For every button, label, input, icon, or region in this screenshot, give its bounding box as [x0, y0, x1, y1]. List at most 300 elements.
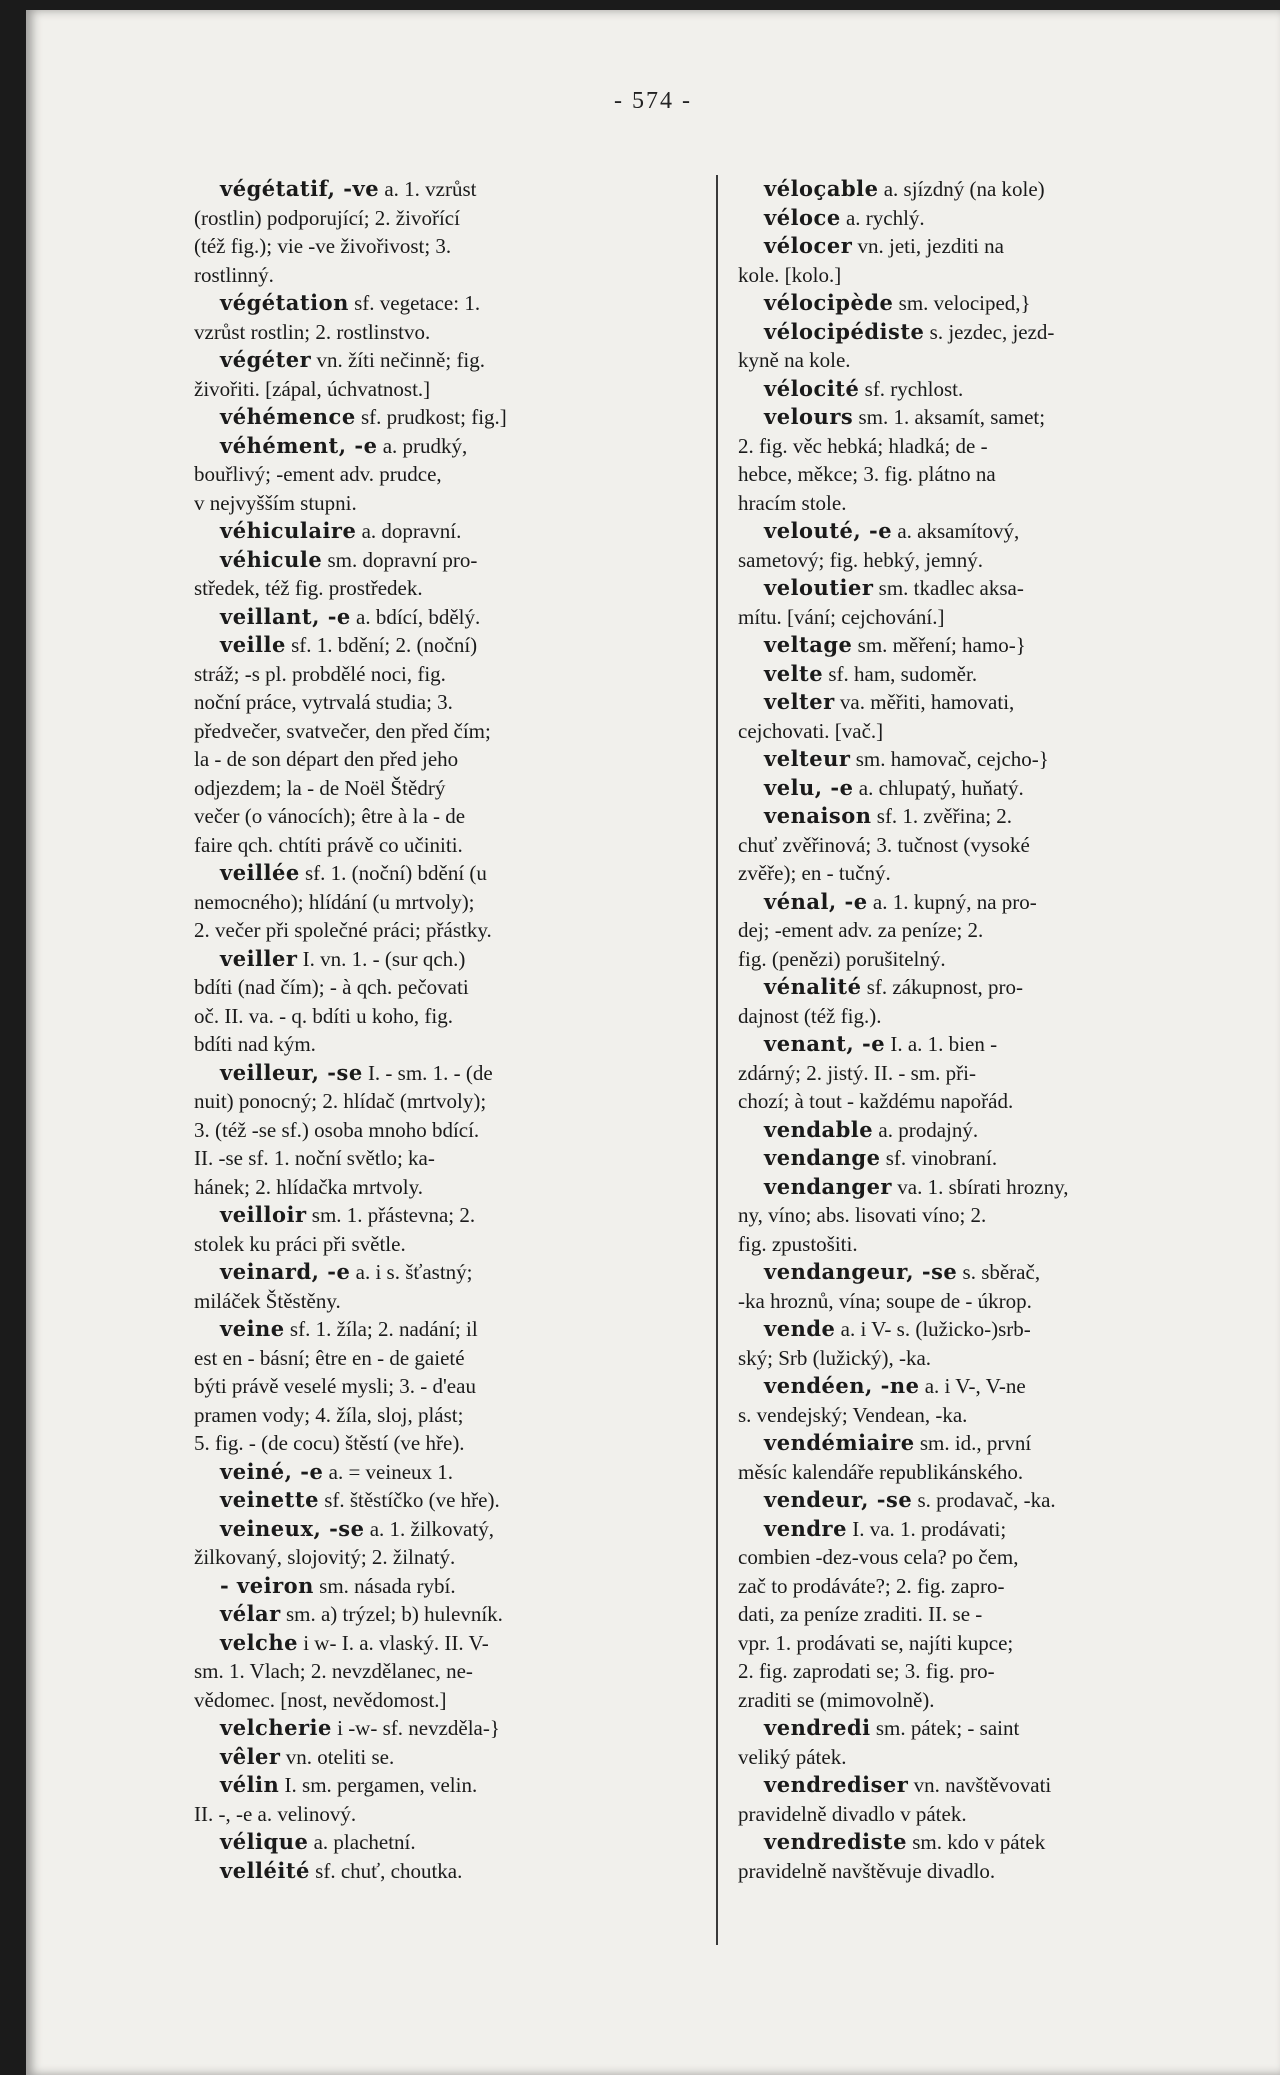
continuation-line	[194, 1087, 694, 1116]
headword: végéter	[220, 347, 312, 372]
entry-line	[738, 888, 1220, 917]
headword: vendre	[764, 1515, 847, 1541]
definition-text: cejchovati. [vač.]	[738, 718, 884, 743]
headword: véhément, -e	[220, 432, 378, 458]
continuation-line	[738, 1287, 1220, 1316]
headword: véhiculaire	[220, 518, 357, 543]
definition-text: a. = veineux 1.	[323, 1459, 454, 1484]
continuation-line	[738, 1344, 1220, 1373]
definition-text: sf. ham, sudoměr.	[823, 661, 978, 686]
definition-text: nuit) ponocný; 2. hlídač (mrtvoly);	[194, 1089, 487, 1113]
continuation-line	[738, 1572, 1220, 1601]
continuation-line	[194, 831, 694, 860]
definition-text: dej; -ement adv. za peníze; 2.	[738, 918, 984, 942]
headword: vende	[764, 1316, 836, 1341]
definition-text: sm. měření; hamo-}	[852, 633, 1026, 657]
headword: veine	[220, 1316, 285, 1341]
headword: veinette	[220, 1487, 319, 1512]
definition-text: va. měřiti, hamovati,	[834, 690, 1015, 714]
continuation-line	[738, 1002, 1220, 1031]
headword: vélocipédiste	[764, 318, 925, 344]
definition-text: -ka hroznů, vína; soupe de - úkrop.	[738, 1288, 1032, 1313]
headword: vélar	[220, 1601, 281, 1626]
continuation-line	[738, 1401, 1220, 1430]
definition-text: stolek ku práci při světle.	[194, 1231, 406, 1256]
continuation-line	[738, 1629, 1220, 1658]
definition-text: 2. fig. zaprodati se; 3. fig. pro-	[738, 1659, 995, 1683]
definition-text: sf. 1. žíla; 2. nadání; il	[284, 1317, 478, 1341]
entry-line	[738, 318, 1220, 347]
definition-text: sf. vinobraní.	[880, 1146, 998, 1170]
continuation-line	[194, 204, 694, 233]
entry-line	[738, 1372, 1220, 1401]
definition-text: noční práce, vytrvalá studia; 3.	[194, 690, 453, 714]
headword: velter	[764, 689, 835, 714]
continuation-line	[194, 1401, 694, 1430]
definition-text: s. prodavač, -ka.	[912, 1488, 1056, 1512]
definition-text: a. chlupatý, huňatý.	[853, 775, 1024, 800]
definition-text: a. aksamítový,	[892, 519, 1020, 543]
headword: veltage	[764, 632, 853, 657]
definition-text: sf. 1. bdění; 2. (noční)	[285, 633, 478, 657]
left-column	[194, 175, 694, 1885]
entry-line	[194, 1828, 694, 1857]
definition-text: a. prodajný.	[873, 1117, 979, 1142]
continuation-line	[194, 973, 694, 1002]
headword: velu, -e	[764, 774, 854, 800]
continuation-line	[194, 1344, 694, 1373]
continuation-line	[738, 1543, 1220, 1572]
definition-text: la - de son départ den před jeho	[194, 747, 459, 771]
headword: velours	[764, 404, 854, 429]
definition-text: oč. II. va. - q. bdíti u koho, fig.	[194, 1003, 453, 1028]
headword: vendable	[764, 1116, 874, 1142]
entry-line	[194, 1258, 694, 1287]
definition-text: I. vn. 1. - (sur qch.)	[297, 946, 466, 971]
column-divider	[716, 175, 718, 1945]
definition-text: sametový; fig. hebký, jemný.	[738, 547, 983, 572]
definition-text: kole. [kolo.]	[738, 262, 842, 287]
continuation-line	[194, 574, 694, 603]
continuation-line	[194, 774, 694, 803]
entry-line	[738, 175, 1220, 204]
definition-text: 2. večer při společné práci; přástky.	[194, 918, 492, 942]
definition-text: s. vendejský; Vendean, -ka.	[738, 1402, 968, 1427]
definition-text: sm. 1. přástevna; 2.	[306, 1203, 476, 1227]
headword: véhicule	[220, 546, 323, 572]
definition-text: s. jezdec, jezd-	[924, 319, 1055, 344]
entry-line	[194, 517, 694, 546]
continuation-line	[738, 1857, 1220, 1886]
continuation-line	[738, 831, 1220, 860]
continuation-line	[738, 1230, 1220, 1259]
definition-text: s. sběrač,	[957, 1260, 1041, 1284]
continuation-line	[194, 460, 694, 489]
definition-text: 3. (též -se sf.) osoba mnoho bdící.	[194, 1117, 480, 1142]
continuation-line	[738, 859, 1220, 888]
continuation-line	[194, 1657, 694, 1686]
headword: véloce	[764, 204, 841, 230]
continuation-line	[738, 1686, 1220, 1715]
headword: velléité	[220, 1857, 310, 1883]
definition-text: nemocného); hlídání (u mrtvoly);	[194, 889, 475, 914]
headword: veilleur, -se	[220, 1059, 363, 1085]
definition-text: sm. dopravní pro-	[322, 547, 478, 572]
headword: végétatif, -ve	[220, 176, 380, 201]
definition-text: mítu. [vání; cejchování.]	[738, 604, 945, 629]
entry-line	[738, 1771, 1220, 1800]
headword: vendéen, -ne	[764, 1373, 920, 1398]
continuation-line	[194, 1686, 694, 1715]
continuation-line	[194, 489, 694, 518]
entry-line	[194, 346, 694, 375]
definition-text: bdíti (nad čím); - à qch. pečovati	[194, 975, 469, 999]
headword: veille	[220, 632, 286, 657]
entry-line	[738, 1144, 1220, 1173]
entry-line	[194, 1059, 694, 1088]
definition-text: vzrůst rostlin; 2. rostlinstvo.	[194, 319, 431, 344]
definition-text: a. bdící, bdělý.	[350, 604, 481, 629]
entry-line	[738, 403, 1220, 432]
definition-text: II. -, -e a. velinový.	[194, 1801, 357, 1826]
entry-line	[194, 1315, 694, 1344]
headword: veinard, -e	[220, 1259, 351, 1284]
continuation-line	[194, 1030, 694, 1059]
entry-line	[194, 1714, 694, 1743]
definition-text: sm. a) trýzel; b) hulevník.	[280, 1602, 503, 1626]
definition-text: sf. chuť, choutka.	[309, 1858, 463, 1883]
entry-line	[738, 1486, 1220, 1515]
entry-line	[738, 1429, 1220, 1458]
continuation-line	[194, 688, 694, 717]
definition-text: 5. fig. - (de cocu) štěstí (ve hře).	[194, 1431, 465, 1455]
definition-text: sf. 1. (noční) bdění (u	[299, 861, 487, 885]
entry-line	[194, 289, 694, 318]
definition-text: II. -se sf. 1. noční světlo; ka-	[194, 1146, 435, 1170]
continuation-line	[738, 1201, 1220, 1230]
entry-line	[738, 289, 1220, 318]
definition-text: chozí; à tout - každému napořád.	[738, 1089, 1014, 1113]
continuation-line	[194, 1429, 694, 1458]
headword: vendanger	[764, 1173, 892, 1199]
continuation-line	[738, 489, 1220, 518]
definition-text: vědomec. [nost, nevědomost.]	[194, 1687, 447, 1712]
definition-text: rostlinný.	[194, 262, 274, 287]
headword: vélique	[220, 1829, 309, 1854]
definition-text: bdíti nad kým.	[194, 1032, 316, 1056]
definition-text: vn. navštěvovati	[908, 1773, 1052, 1797]
definition-text: a. sjízdný (na kole)	[878, 177, 1045, 201]
continuation-line	[738, 603, 1220, 632]
definition-text: pramen vody; 4. žíla, sloj, plást;	[194, 1402, 464, 1427]
definition-text: hánek; 2. hlídačka mrtvoly.	[194, 1174, 423, 1199]
continuation-line	[194, 1230, 694, 1259]
entry-line	[194, 1515, 694, 1544]
continuation-line	[738, 916, 1220, 945]
definition-text: pravidelně navštěvuje divadlo.	[738, 1858, 996, 1883]
headword: veilloir	[220, 1202, 307, 1227]
headword: venaison	[764, 803, 872, 828]
entry-line	[194, 175, 694, 204]
entry-line	[194, 603, 694, 632]
definition-text: va. 1. sbírati hrozny,	[892, 1174, 1069, 1199]
definition-text: dajnost (též fig.).	[738, 1003, 882, 1028]
headword: velouté, -e	[764, 518, 893, 543]
entry-line	[738, 774, 1220, 803]
continuation-line	[194, 1144, 694, 1173]
definition-text: zvěře); en - tučný.	[738, 861, 891, 885]
definition-text: a. plachetní.	[308, 1830, 416, 1854]
continuation-line	[738, 1600, 1220, 1629]
definition-text: fig. (penězi) porušitelný.	[738, 946, 946, 971]
entry-line	[738, 631, 1220, 660]
definition-text: měsíc kalendáře republikánského.	[738, 1459, 1024, 1484]
entry-line	[194, 403, 694, 432]
definition-text: a. prudký,	[377, 433, 468, 458]
continuation-line	[194, 1173, 694, 1202]
headword: velche	[220, 1629, 298, 1655]
continuation-line	[194, 1287, 694, 1316]
entry-line	[738, 1714, 1220, 1743]
definition-text: kyně na kole.	[738, 348, 851, 372]
definition-text: sf. rychlost.	[859, 376, 964, 401]
entry-line	[194, 1771, 694, 1800]
definition-text: ský; Srb (lužický), -ka.	[738, 1345, 932, 1370]
headword: velte	[764, 660, 824, 686]
continuation-line	[194, 717, 694, 746]
entry-line	[738, 574, 1220, 603]
entry-line	[738, 802, 1220, 831]
definition-text: odjezdem; la - de Noël Štědrý	[194, 775, 446, 800]
definition-text: est en - básní; être en - de gaieté	[194, 1345, 465, 1370]
entry-line	[194, 1201, 694, 1230]
definition-text: combien -dez-vous cela? po čem,	[738, 1545, 1019, 1569]
definition-text: předvečer, svatvečer, den před čím;	[194, 718, 491, 743]
definition-text: sm. kdo v pátek	[906, 1830, 1046, 1854]
continuation-line	[194, 802, 694, 831]
headword: vendangeur, -se	[764, 1259, 958, 1284]
headword: végétation	[220, 290, 349, 315]
definition-text: sm. velociped,}	[893, 291, 1031, 315]
definition-text: (rostlin) podporující; 2. živořící	[194, 205, 460, 230]
continuation-line	[738, 261, 1220, 290]
entry-line	[194, 1600, 694, 1629]
headword: veillant, -e	[220, 603, 351, 629]
definition-text: sm. hamovač, cejcho-}	[850, 747, 1049, 771]
definition-text: faire qch. chtíti právě co učiniti.	[194, 832, 463, 857]
continuation-line	[738, 1800, 1220, 1829]
continuation-line	[194, 1372, 694, 1401]
continuation-line	[194, 1543, 694, 1572]
continuation-line	[194, 888, 694, 917]
headword: vélocer	[764, 233, 853, 258]
definition-text: stráž; -s pl. probdělé noci, fig.	[194, 661, 446, 686]
entry-line	[738, 517, 1220, 546]
definition-text: býti právě veselé mysli; 3. - d'eau	[194, 1374, 476, 1398]
headword: veineux, -se	[220, 1515, 365, 1541]
entry-line	[738, 1315, 1220, 1344]
definition-text: i w- I. a. vlaský. II. V-	[297, 1630, 489, 1655]
definition-text: a. 1. vzrůst	[379, 177, 477, 201]
continuation-line	[738, 460, 1220, 489]
continuation-line	[738, 546, 1220, 575]
entry-line	[194, 631, 694, 660]
headword: véloçable	[764, 176, 879, 201]
entry-line	[738, 973, 1220, 1002]
continuation-line	[194, 375, 694, 404]
entry-line	[738, 375, 1220, 404]
entry-line	[738, 745, 1220, 774]
continuation-line	[738, 1087, 1220, 1116]
right-column	[738, 175, 1220, 1885]
definition-text: dati, za peníze zraditi. II. se -	[738, 1602, 983, 1626]
continuation-line	[738, 945, 1220, 974]
definition-text: 2. fig. věc hebká; hladká; de -	[738, 433, 988, 458]
headword: vélocité	[764, 375, 860, 401]
definition-text: I. a. 1. bien -	[885, 1032, 998, 1056]
headword: vendredi	[764, 1715, 871, 1740]
definition-text: hracím stole.	[738, 490, 847, 515]
continuation-line	[738, 1059, 1220, 1088]
definition-text: vn. oteliti se.	[280, 1744, 395, 1769]
headword: velteur	[764, 746, 851, 771]
definition-text: (též fig.); vie -ve živořivost; 3.	[194, 234, 452, 258]
definition-text: I. - sm. 1. - (de	[362, 1060, 493, 1085]
definition-text: chuť zvěřinová; 3. tučnost (vysoké	[738, 832, 1030, 857]
definition-text: zraditi se (mimovolně).	[738, 1687, 935, 1712]
entry-line	[738, 1173, 1220, 1202]
entry-line	[738, 688, 1220, 717]
definition-text: vn. žíti nečinně; fig.	[311, 348, 486, 372]
entry-line	[194, 859, 694, 888]
headword: vendrediser	[764, 1772, 909, 1797]
definition-text: vpr. 1. prodávati se, najíti kupce;	[738, 1630, 1014, 1655]
continuation-line	[194, 232, 694, 261]
definition-text: hebce, měkce; 3. fig. plátno na	[738, 462, 996, 486]
entry-line	[738, 204, 1220, 233]
definition-text: vn. jeti, jezditi na	[852, 234, 1004, 258]
definition-text: večer (o vánocích); être à la - de	[194, 804, 466, 828]
definition-text: sm. 1. Vlach; 2. nevzdělanec, ne-	[194, 1659, 473, 1683]
entry-line	[194, 1743, 694, 1772]
headword: vénalité	[764, 974, 862, 999]
headword: vélocipède	[764, 290, 894, 315]
definition-text: sf. zákupnost, pro-	[861, 975, 1024, 999]
continuation-line	[194, 261, 694, 290]
headword: vélin	[220, 1772, 280, 1797]
definition-text: I. sm. pergamen, velin.	[279, 1773, 478, 1797]
entry-line	[738, 1030, 1220, 1059]
headword: vendrediste	[764, 1829, 907, 1854]
entry-line	[738, 660, 1220, 689]
definition-text: zač to prodáváte?; 2. fig. zapro-	[738, 1573, 1005, 1598]
page-number: - 574 -	[614, 88, 692, 114]
definition-text: sm. násada rybí.	[313, 1573, 456, 1598]
definition-text: živořiti. [zápal, úchvatnost.]	[194, 376, 431, 401]
entry-line	[194, 1572, 694, 1601]
definition-text: sm. tkadlec aksa-	[873, 576, 1024, 600]
definition-text: a. dopravní.	[356, 519, 462, 543]
entry-line	[194, 1857, 694, 1886]
headword: véhémence	[220, 404, 356, 429]
continuation-line	[194, 660, 694, 689]
continuation-line	[738, 1743, 1220, 1772]
entry-line	[738, 1828, 1220, 1857]
entry-line	[738, 232, 1220, 261]
definition-text: sf. štěstíčko (ve hře).	[318, 1488, 500, 1512]
entry-line	[194, 1629, 694, 1658]
definition-text: žilkovaný, slojovitý; 2. žilnatý.	[194, 1545, 456, 1569]
definition-text: sm. pátek; - saint	[870, 1716, 1020, 1740]
definition-text: v nejvyšším stupni.	[194, 490, 357, 515]
entry-line	[194, 546, 694, 575]
continuation-line	[738, 717, 1220, 746]
headword: vendémiaire	[764, 1430, 915, 1455]
definition-text: fig. zpustošiti.	[738, 1231, 858, 1256]
definition-text: a. i V- s. (lužicko-)srb-	[835, 1317, 1031, 1341]
continuation-line	[194, 916, 694, 945]
definition-text: sf. prudkost; fig.]	[355, 405, 507, 429]
definition-text: a. i s. šťastný;	[350, 1260, 473, 1284]
headword: vendeur, -se	[764, 1487, 913, 1512]
headword: veillée	[220, 860, 300, 885]
continuation-line	[738, 346, 1220, 375]
headword: vénal, -e	[764, 888, 868, 914]
headword: velcherie	[220, 1715, 332, 1740]
entry-line	[194, 1458, 694, 1487]
headword: vêler	[220, 1743, 281, 1769]
continuation-line	[194, 318, 694, 347]
definition-text: miláček Štěstěny.	[194, 1288, 341, 1313]
headword: venant, -e	[764, 1031, 886, 1056]
entry-line	[738, 1515, 1220, 1544]
continuation-line	[738, 432, 1220, 461]
continuation-line	[738, 1657, 1220, 1686]
definition-text: I. va. 1. prodávati;	[846, 1516, 1007, 1541]
definition-text: zdárný; 2. jistý. II. - sm. při-	[738, 1060, 976, 1085]
entry-line	[738, 1258, 1220, 1287]
headword: - veiron	[220, 1572, 314, 1598]
definition-text: i -w- sf. nevzděla-}	[331, 1716, 500, 1740]
entry-line	[194, 945, 694, 974]
definition-text: bouřlivý; -ement adv. prudce,	[194, 462, 442, 486]
definition-text: a. i V-, V-ne	[919, 1374, 1026, 1398]
continuation-line	[194, 1116, 694, 1145]
definition-text: ny, víno; abs. lisovati víno; 2.	[738, 1203, 987, 1227]
definition-text: veliký pátek.	[738, 1744, 847, 1769]
definition-text: pravidelně divadlo v pátek.	[738, 1801, 967, 1826]
continuation-line	[194, 745, 694, 774]
headword: veiller	[220, 945, 298, 971]
headword: vendange	[764, 1145, 881, 1170]
definition-text: a. rychlý.	[840, 205, 925, 230]
entry-line	[194, 1486, 694, 1515]
continuation-line	[194, 1002, 694, 1031]
continuation-line	[738, 1458, 1220, 1487]
entry-line	[738, 1116, 1220, 1145]
definition-text: a. 1. žilkovatý,	[364, 1516, 494, 1541]
continuation-line	[194, 1800, 694, 1829]
definition-text: sm. 1. aksamít, samet;	[853, 405, 1046, 429]
headword: veloutier	[764, 575, 874, 600]
definition-text: středek, též fig. prostředek.	[194, 576, 423, 600]
headword: veiné, -e	[220, 1458, 324, 1484]
definition-text: a. 1. kupný, na pro-	[867, 889, 1037, 914]
dictionary-page	[26, 10, 1280, 2075]
definition-text: sm. id., první	[914, 1431, 1032, 1455]
entry-line	[194, 432, 694, 461]
definition-text: sf. vegetace: 1.	[348, 291, 481, 315]
